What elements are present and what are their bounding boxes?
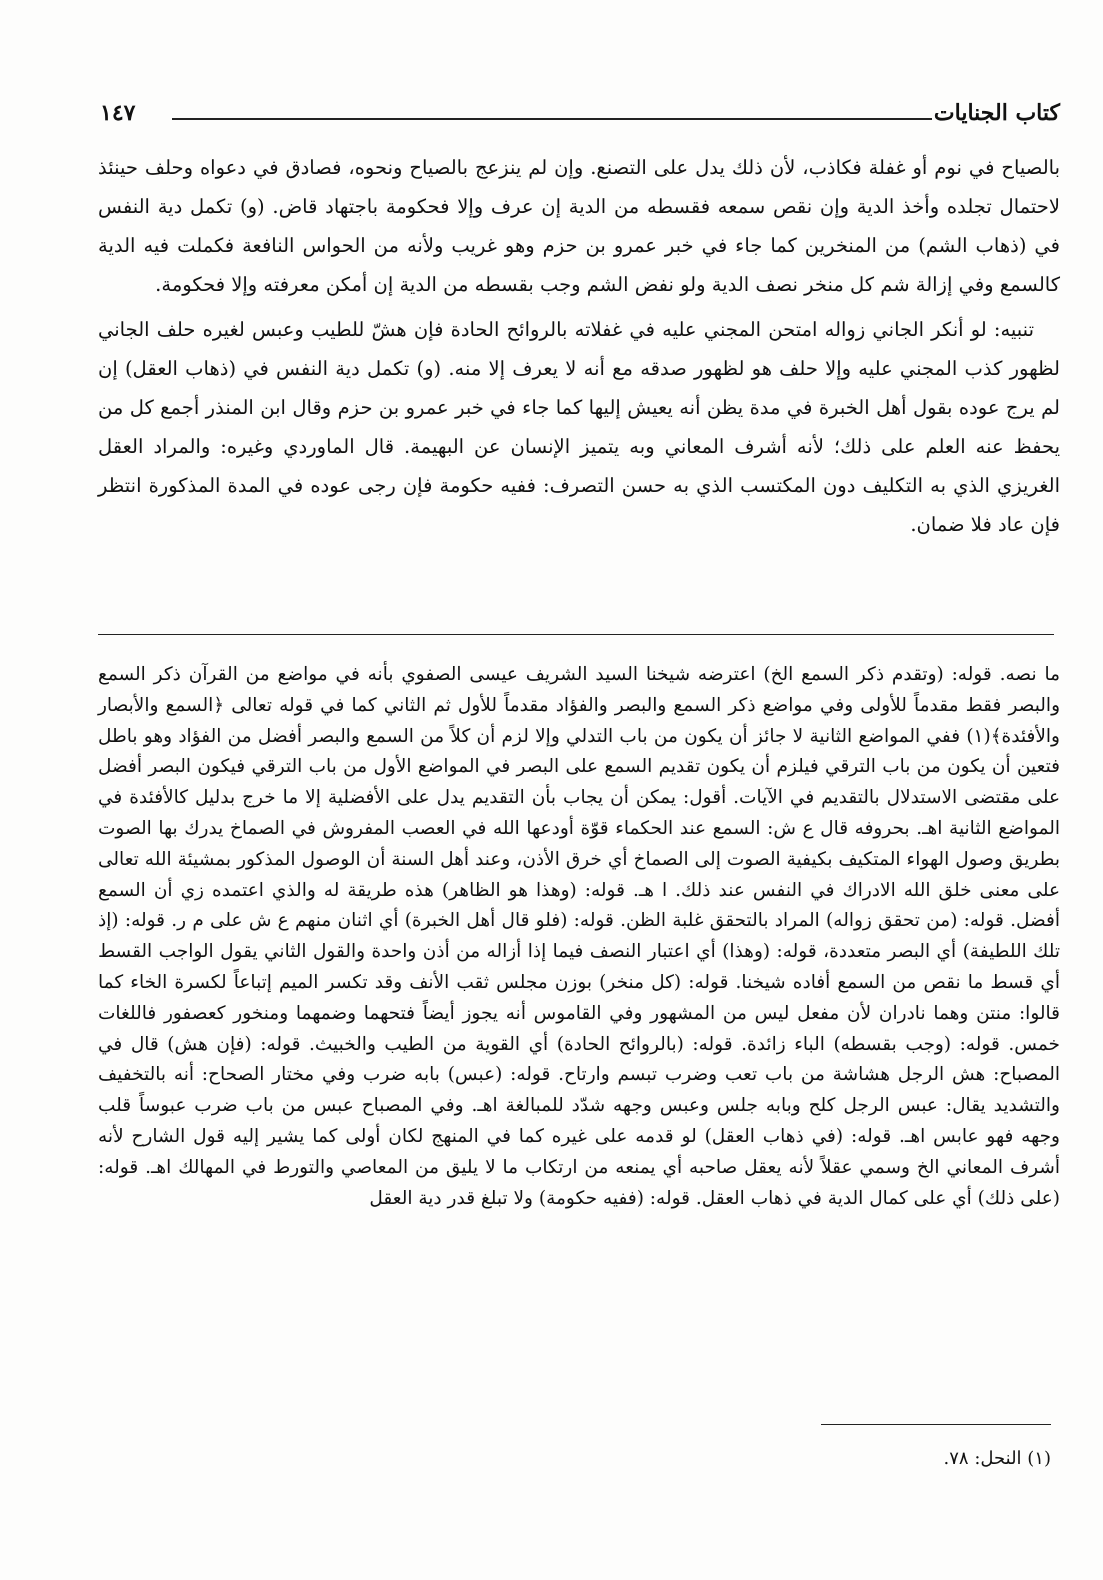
commentary-text: [98, 660, 1060, 1214]
header-rule: [172, 118, 932, 120]
page-number: ١٤٧: [100, 100, 136, 126]
footnote-separator: [821, 1424, 1051, 1425]
chapter-title: كتاب الجنايات: [933, 100, 1060, 126]
main-text: [98, 148, 1060, 544]
commentary-paragraph: ما نصه. قوله: (وتقدم ذكر السمع الخ) اعترضه شيخنا السيد الشريف عيسى الصفوي بأنه في مواضع من القرآن ذكر السمع والبصر فقط مقدماً للأولى وفي مواضع ذكر السمع والبصر والفؤاد مقدماً للأول ثم الثاني كما في قوله تعالى ﴿السمع والأبصار والأفئدة﴾(١) ففي المواضع الثانية لا جائز أن يكون من باب التدلي وإلا لزم أن كلاً من السمع والبصر أفضل من الفؤاد وهو باطل فتعين أن يكون من باب الترقي فيلزم أن يكون تقديم السمع على البصر في المواضع الأول من باب الترقي فيكون البصر أفضل على مقتضى الاستدلال بالتقديم في الآيات. أقول: يمكن أن يجاب بأن التقديم يدل على الأفضلية إلا ما خرج بدليل كالأفئدة في المواضع الثانية اهـ. بحروفه قال ع ش: السمع عند الحكماء قوّة أودعها الله في العصب المفروش في الصماخ يدرك بها الصوت بطريق وصول الهواء المتكيف بكيفية الصوت إلى الصماخ أي خرق الأذن، وعند أهل السنة أن الوصول المذكور بمشيئة الله تعالى على معنى خلق الله الادراك في النفس عند ذلك. ا هـ. قوله: (وهذا هو الظاهر) هذه طريقة له والذي اعتمده زي أن السمع أفضل. قوله: (من تحقق زواله) المراد بالتحقق غلبة الظن. قوله: (فلو قال أهل الخبرة) أي اثنان منهم ع ش على م ر. قوله: (إذ تلك اللطيفة) أي البصر متعددة، قوله: (وهذا) أي اعتبار النصف فيما إذا أزاله من أذن واحدة والقول الثاني يقول الواجب القسط أي قسط ما نقص من السمع أفاده شيخنا. قوله: (كل منخر) بوزن مجلس ثقب الأنف وقد تكسر الميم إتباعاً لكسرة الخاء كما قالوا: منتن وهما نادران لأن مفعل ليس من المشهور وفي القاموس أنه يجوز أيضاً فتحهما وضمهما ومنخور كعصفور فاللغات خمس. قوله: (وجب بقسطه) الباء زائدة. قوله: (بالروائح الحادة) أي القوية من الطيب والخبيث. قوله: (فإن هش) قال في المصباح: هش الرجل هشاشة من باب تعب وضرب تبسم وارتاح. قوله: (عبس) بابه ضرب وفي مختار الصحاح: أنه بالتخفيف والتشديد يقال: عبس الرجل كلح وبابه جلس وعبس وجهه شدّد للمبالغة اهـ. وفي المصباح عبس من باب ضرب عبوساً قلب وجهه فهو عابس اهـ. قوله: (في ذهاب العقل) لو قدمه على غيره كما في المنهج لكان أولى كما يشير إليه قول الشارح لأنه أشرف المعاني الخ وسمي عقلاً لأنه يعقل صاحبه أي يمنعه من ارتكاب ما لا يليق من المعاصي والتورط في المهالك اهـ. قوله: (على ذلك) أي على كمال الدية في ذهاب العقل. قوله: (ففيه حكومة) ولا تبلغ قدر دية العقل: [98, 664, 1060, 1209]
footnote: (١) النحل: ٧٨.: [943, 1448, 1051, 1469]
page-header: [100, 96, 1060, 136]
section-separator: [98, 634, 1054, 635]
main-paragraph-note: تنبيه: لو أنكر الجاني زواله امتحن المجني عليه في غفلاته بالروائح الحادة فإن هشّ للطيب وعبس لغيره حلف الجاني لظهور كذب المجني عليه وإلا حلف هو لظهور صدقه مع أنه لا يعرف إلا منه. (و) تكمل دية النفس في (ذهاب العقل) إن لم يرج عوده بقول أهل الخبرة في مدة يظن أنه يعيش إليها كما جاء في خبر عمرو بن حزم وقال ابن المنذر أجمع كل من يحفظ عنه العلم على ذلك؛ لأنه أشرف المعاني وبه يتميز الإنسان عن البهيمة. قال الماوردي وغيره: والمراد العقل الغريزي الذي به التكليف دون المكتسب الذي به حسن التصرف: ففيه حكومة فإن رجى عوده في المدة المذكورة انتظر فإن عاد فلا ضمان.: [98, 318, 1060, 536]
main-paragraph: بالصياح في نوم أو غفلة فكاذب، لأن ذلك يدل على التصنع. وإن لم ينزعج بالصياح ونحوه، فصادق في دعواه وحلف حينئذ لاحتمال تجلده وأخذ الدية وإن نقص سمعه فقسطه من الدية إن عرف وإلا فحكومة باجتهاد قاض. (و) تكمل دية النفس في (ذهاب الشم) من المنخرين كما جاء في خبر عمرو بن حزم وهو غريب ولأنه من الحواس النافعة فكملت فيه الدية كالسمع وفي إزالة شم كل منخر نصف الدية ولو نفض الشم وجب بقسطه من الدية إن أمكن معرفته وإلا فحكومة.: [98, 156, 1060, 296]
